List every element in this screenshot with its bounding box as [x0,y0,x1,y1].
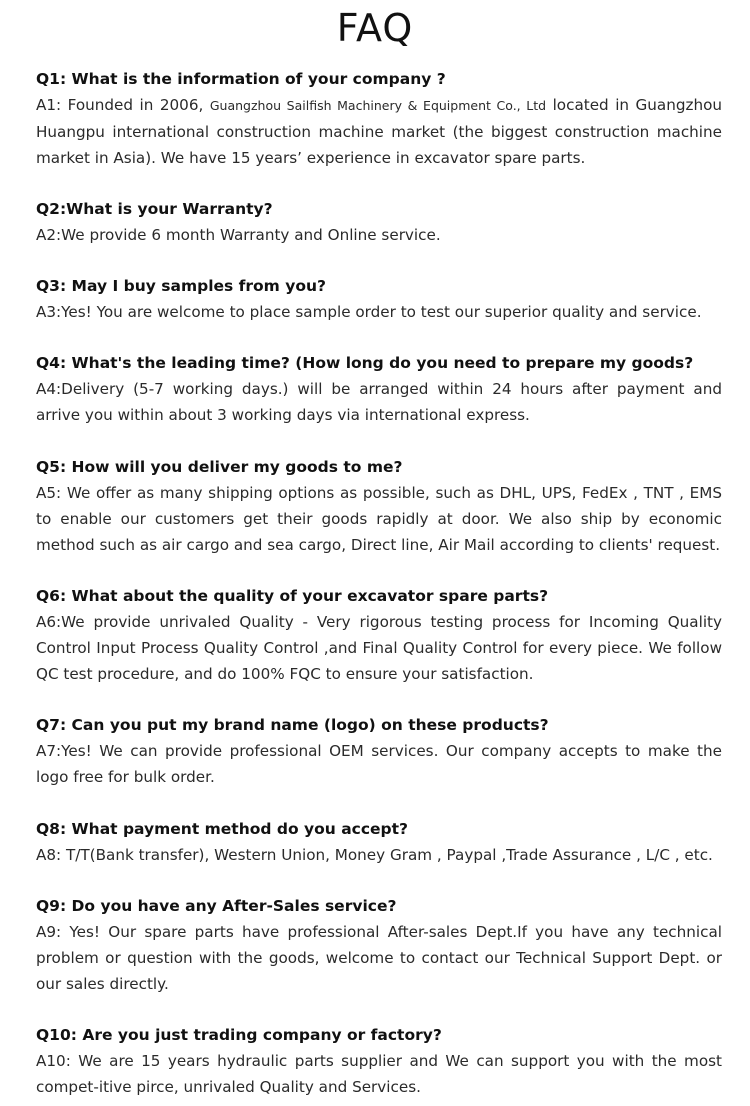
answer-5: A5: We offer as many shipping options as possible, such as DHL, UPS, FedEx , TNT , EMS to enable our customers get their goods rapidly at door. We also ship by economic method such as air cargo and sea cargo, Direct line, Air Mail according to clients' request. [36,484,722,554]
question-6: Q6: What about the quality of your excavator spare parts? [36,587,549,605]
faq-item-7 [36,712,722,790]
question-10: Q10: Are you just trading company or factory? [36,1026,442,1044]
question-4: Q4: What's the leading time? (How long do you need to prepare my goods? [36,354,694,372]
answer-8: A8: T/T(Bank transfer), Western Union, Money Gram , Paypal ,Trade Assurance , L/C , etc. [36,846,713,864]
faq-item-4 [36,350,722,428]
question-1: Q1: What is the information of your company ? [36,70,446,88]
answer-6: A6:We provide unrivaled Quality - Very rigorous testing process for Incoming Quality Control Input Process Quality Control ,and Final Quality Control for every piece. We follow QC test procedure, and do 100% FQC to ensure your satisfaction. [36,613,722,683]
question-7: Q7: Can you put my brand name (logo) on these products? [36,716,549,734]
faq-item-5 [36,454,722,558]
question-8: Q8: What payment method do you accept? [36,820,409,838]
faq-item-1 [36,66,722,171]
faq-item-9 [36,893,722,997]
question-9: Q9: Do you have any After-Sales service? [36,897,397,915]
answer-7: A7:Yes! We can provide professional OEM services. Our company accepts to make the logo free for bulk order. [36,742,722,786]
answer-4: A4:Delivery (5-7 working days.) will be arranged within 24 hours after payment and arrive you within about 3 working days via international express. [36,380,722,424]
answer-10: A10: We are 15 years hydraulic parts supplier and We can support you with the most compet-itive pirce, unrivaled Quality and Services. [36,1052,722,1096]
faq-item-10 [36,1022,722,1100]
question-3: Q3: May I buy samples from you? [36,277,326,295]
company-name: Guangzhou Sailfish Machinery & Equipment Co., Ltd [209,98,547,113]
page-title: FAQ [336,6,414,50]
answer-1-suffix: located in Guangzhou Huangpu international construction machine market (the biggest construction machine market in Asia). We have 15 years’ experience in excavator spare parts. [36,96,723,167]
faq-item-3 [36,273,722,325]
answer-3: A3:Yes! You are welcome to place sample order to test our superior quality and service. [36,303,702,321]
answer-1 [36,92,722,171]
faq-item-6 [36,583,722,687]
answer-1-prefix: A1: Founded in 2006, [36,96,210,114]
question-2: Q2:What is your Warranty? [36,200,273,218]
answer-2: A2:We provide 6 month Warranty and Online service. [36,226,441,244]
answer-9: A9: Yes! Our spare parts have professional After-sales Dept.If you have any technical problem or question with the goods, welcome to contact our Technical Support Dept. or our sales directly. [36,923,722,993]
faq-item-2 [36,196,722,248]
faq-item-8 [36,816,722,868]
question-5: Q5: How will you deliver my goods to me? [36,458,403,476]
